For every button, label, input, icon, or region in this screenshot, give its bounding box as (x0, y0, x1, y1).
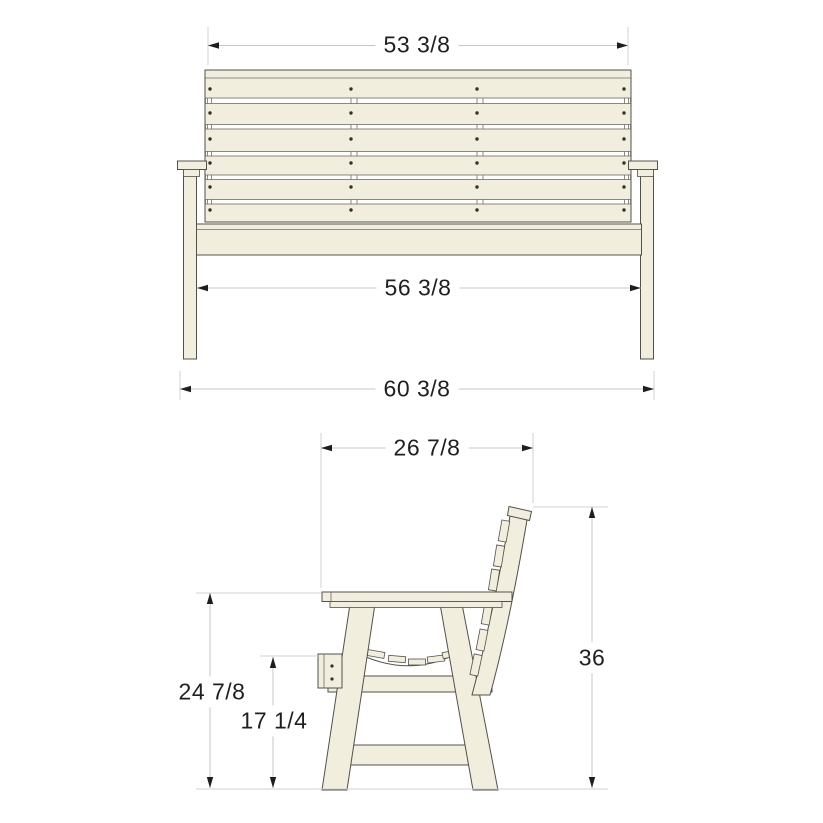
dimension-label-seat-height: 17 1/4 (233, 705, 316, 736)
side-seat-scallop (366, 649, 460, 666)
dimension-label-seat-width: 56 3/8 (377, 272, 460, 303)
side-view-drawing (318, 507, 532, 791)
dimension-label-backrest-width: 53 3/8 (376, 29, 459, 60)
dimension-label-overall-width: 60 3/8 (376, 373, 459, 404)
front-left-leg (184, 165, 197, 359)
front-view-drawing (178, 70, 658, 359)
dimension-label-overall-depth: 26 7/8 (386, 432, 469, 463)
front-seat-apron (197, 224, 642, 255)
side-stretcher (347, 745, 471, 765)
side-bracket (318, 654, 342, 688)
side-armrest (322, 592, 512, 608)
dimension-label-arm-height: 24 7/8 (171, 676, 254, 707)
dimension-label-overall-height: 36 (571, 642, 614, 673)
front-right-leg (641, 165, 654, 359)
